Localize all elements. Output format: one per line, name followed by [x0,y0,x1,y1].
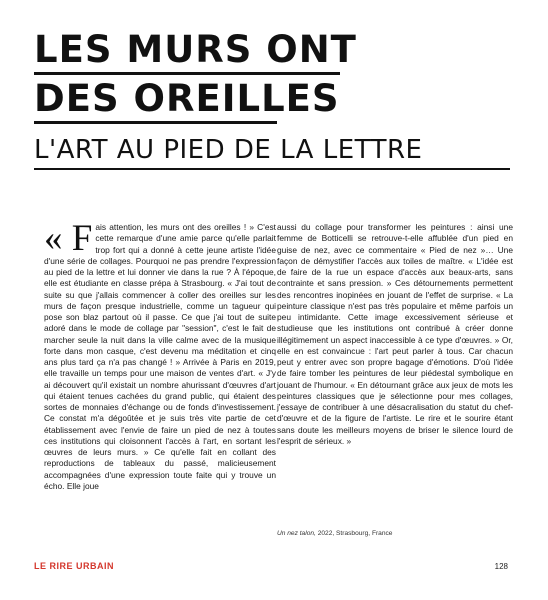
drop-cap: « F [44,218,93,259]
image-caption [277,530,392,537]
article-title [34,28,510,170]
body-text-left: ais attention, les murs ont des oreilles ! » C'est cette remarque d'une amie parce qu'elle parlait trop fort qui a donné à cette jeune artiste l'idée d'une série de collages. Pourquoi ne pas prendre l'expression au pied de la lettre et lui donner vie dans la rue ? À l'époque, elle est étudiante en classe prépa à Strasbourg. « J'ai tout de suite su que j'allais commencer à coller des oreilles sur les murs de façon presque industrielle, comme un tagueur qui pose son blaz partout où il passe. Ce que j'ai tout de suite adoré dans le mode de collage par "session", c'est le fait de marcher seule la nuit dans la ville calme avec de la musique forte dans mon casque, c'est devenu ma méditation et cinq ans plus tard ça n'a pas changé ! » Arrivée à Paris en 2019, elle travaille un temps pour une maison de ventes d'art. « J'y ai découvert qu'il existait un nombre ahurissant d'œuvres d'art qui étaient tenues cachées du grand public, qui étaient des sortes de monnaies d'échange ou de fonds d'investissement. Ce constat m'a dégoûtée et je suis très vite partie de cet établissement avec l'envie de faire un pied de nez à toutes ces institutions qui cloisonnent l'accès à l'art, en sortant les œuvres de leurs murs. » Ce qu'elle fait en collant des reproductions de tableaux du passé, malicieusement accompagnées d'une expression toute faite qui y trouve un écho. Elle joue [44,222,276,491]
footer-brand: LE RIRE URBAIN [34,561,115,571]
title-line-1: LES MURS ONT [34,28,340,75]
title-line-2: DES OREILLES [34,77,277,124]
caption-title: Un nez talon, [277,530,316,537]
body-column-right [277,222,513,447]
subtitle: L'ART AU PIED DE LA LETTRE [34,132,510,170]
body-text-right: aussi du collage pour transformer les peintures : ainsi une femme de Botticelli se retrouve-t-elle affublée d'un pied en guise de nez, avec ce commentaire « Pied de nez »… Une façon de démystifier l'accès aux toiles de maître. « L'idée est de faire de la rue un espace d'accès aux beaux-arts, sans contrainte et sans pression. » Ces détournements permettent des rencontres inopinées en jouant de l'effet de surprise. « La peinture classique n'est pas très populaire et même parfois un peu intimidante. Cette image excessivement sérieuse et studieuse que les institutions ont contribué à créer donne illégitimement un aspect inaccessible à ce type d'œuvres. » Or, elle en est convaincue : l'art peut parler à tous. Car chacun peut y entrer avec son propre bagage d'émotions. D'où l'idée de faire tomber les peintures de leur piédestal symbolique en jouant de l'humour. « En détournant grâce aux jeux de mots les peintures classiques que je sélectionne pour mes collages, j'essaye de contribuer à une désacralisation du statut du chef-d'œuvre et de la figure de l'artiste. Le rire et le sourire étant sans doute les meilleurs moyens de briser le silence lourd de l'esprit de sérieux. » [277,222,513,446]
page-number: 128 [494,562,508,571]
body-column-left [44,218,276,492]
body-paragraph-left [44,218,276,492]
caption-details: 2022, Strasbourg, France [315,530,393,537]
